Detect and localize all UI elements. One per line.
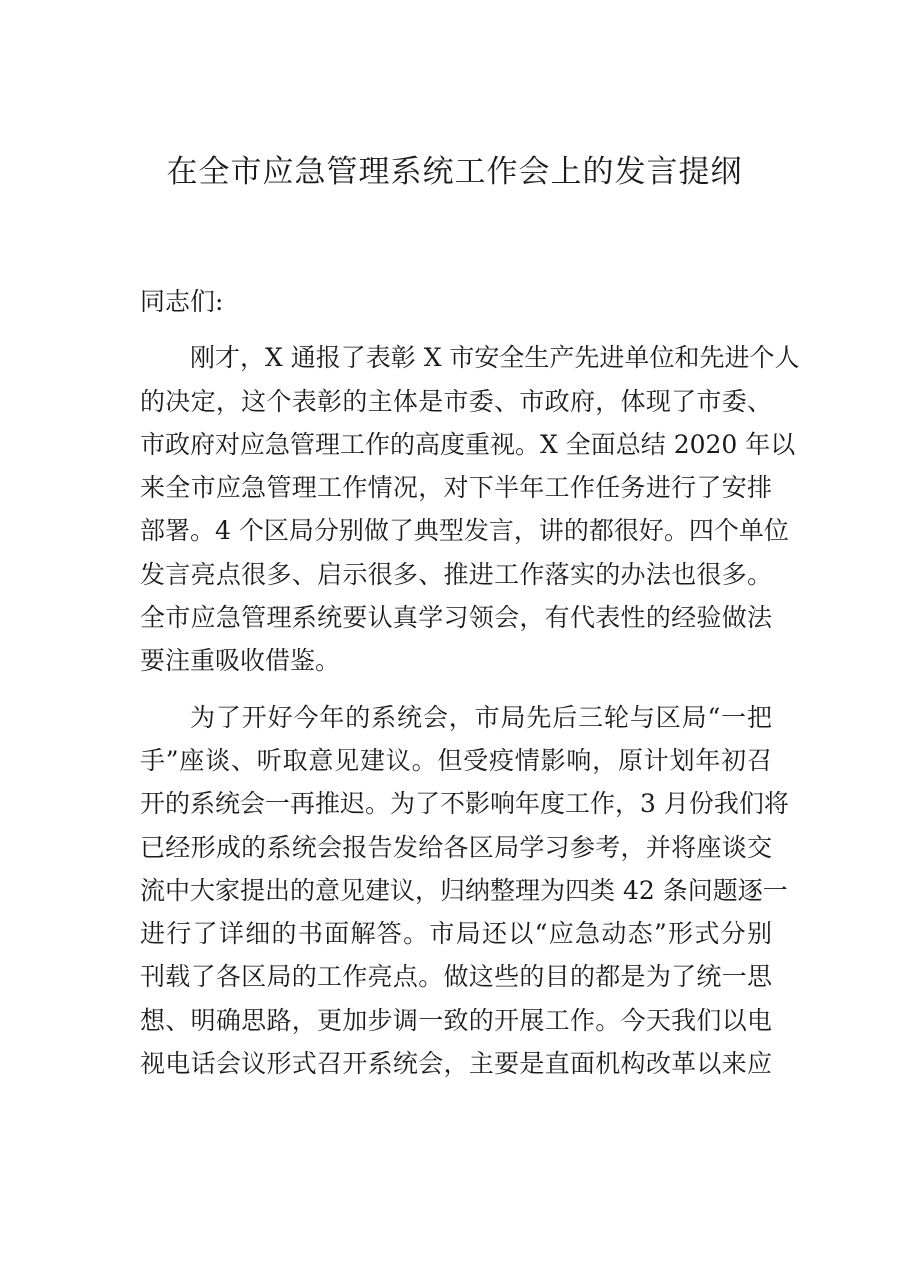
paragraph-line: 手”座谈、听取意见建议。但受疫情影响，原计划年初召 [140, 745, 772, 775]
document-body [140, 280, 800, 1085]
document-title: 在全市应急管理系统工作会上的发言提纲 [166, 154, 743, 190]
paragraph-line: 流中大家提出的意见建议，归纳整理为四类 42 条问题逐一 [140, 875, 788, 905]
paragraph-line: 进行了详细的书面解答。市局还以“应急动态”形式分别 [140, 919, 772, 949]
paragraph-line: 为了开好今年的系统会，市局先后三轮与区局“一把 [190, 702, 772, 732]
paragraph-line: 视电话会议形式召开系统会，主要是直面机构改革以来应 [140, 1049, 772, 1079]
paragraph-2 [140, 696, 789, 1086]
paragraph-line: 发言亮点很多、启示很多、推进工作落实的办法也很多。 [140, 559, 772, 589]
paragraph-line: 全市应急管理系统要认真学习领会，有代表性的经验做法 [140, 603, 772, 633]
paragraph-line: 已经形成的系统会报告发给各区局学习参考，并将座谈交 [140, 832, 772, 862]
paragraph-line: 来全市应急管理工作情况，对下半年工作任务进行了安排 [140, 473, 772, 503]
paragraph-line: 市政府对应急管理工作的高度重视。X 全面总结 2020 年以 [140, 429, 796, 459]
paragraph-line: 部署。4 个区局分别做了典型发言，讲的都很好。四个单位 [140, 516, 789, 546]
paragraph-line: 刚才，X 通报了表彰 X 市安全生产先进单位和先进个人 [190, 343, 800, 373]
paragraph-line: 刊载了各区局的工作亮点。做这些的目的都是为了统一思 [140, 962, 772, 992]
paragraph-1 [140, 336, 800, 682]
paragraph-line: 想、明确思路，更加步调一致的开展工作。今天我们以电 [140, 1005, 772, 1035]
paragraph-line: 开的系统会一再推迟。为了不影响年度工作，3 月份我们将 [140, 789, 789, 819]
paragraph-line: 要注重吸收借鉴。 [140, 646, 341, 676]
paragraph-line: 的决定，这个表彰的主体是市委、市政府，体现了市委、 [140, 386, 772, 416]
salutation: 同志们: [140, 287, 224, 316]
